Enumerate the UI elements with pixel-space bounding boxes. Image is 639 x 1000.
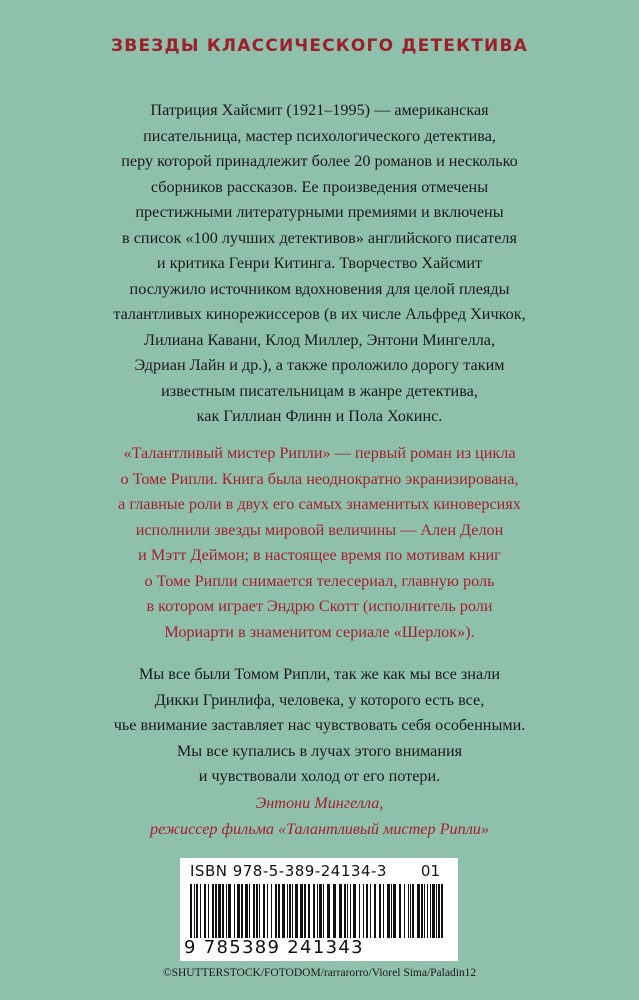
barcode-bar (347, 884, 348, 938)
barcode-bar (278, 884, 280, 938)
barcode-bar (259, 884, 260, 938)
text-line: известным писательницам в жанре детектива, (161, 381, 478, 400)
barcode-bar (424, 884, 425, 938)
barcode-bar (399, 884, 401, 938)
barcode-bar (410, 884, 411, 938)
barcode-bar (287, 884, 288, 938)
barcode-digits: 9 785389 241343 (184, 937, 364, 958)
text-line: и чувствовали холод от его потери. (198, 767, 441, 785)
text-line: Энтони Мингелла, (255, 794, 384, 812)
barcode-bar (241, 884, 243, 938)
barcode-bar (344, 884, 346, 938)
barcode-bar (363, 884, 364, 938)
barcode-bar (263, 884, 265, 938)
barcode-bar (304, 884, 306, 938)
barcode-bar (379, 884, 381, 938)
barcode-bar (366, 884, 368, 938)
barcode-bar (215, 884, 217, 938)
barcode-bar (222, 884, 224, 938)
text-line: перу которой принадлежит более 20 романов и несколько (121, 152, 518, 170)
text-line: чье внимание заставляет нас чувствовать себя особенными. (113, 716, 526, 734)
barcode-bar (194, 884, 195, 938)
text-line: Мориарти в знаменитом сериале «Шерлок»). (164, 622, 475, 641)
novel-description (28, 441, 611, 645)
barcode-bar (359, 884, 360, 938)
barcode-bar (208, 884, 209, 938)
text-line: сборников рассказов. Ее произведения отмечены (150, 177, 489, 196)
isbn-barcode (180, 858, 458, 961)
barcode-bar (374, 884, 376, 938)
series-title: ЗВЕЗДЫ КЛАССИЧЕСКОГО ДЕТЕКТИВА (111, 36, 528, 56)
barcode-bar (200, 884, 201, 938)
barcode-bar (327, 884, 330, 938)
barcode-bar (387, 884, 390, 938)
barcode-bar (421, 884, 423, 938)
text-line: в котором играет Эндрю Скотт (исполнитель роли (146, 597, 493, 615)
barcode-bar (204, 884, 206, 938)
barcode-bar (295, 884, 298, 938)
barcode-bar (190, 884, 192, 938)
text-line: Лилиана Кавани, Клод Миллер, Энтони Мингелла, (143, 330, 496, 349)
barcode-bar (267, 884, 268, 938)
text-line: престижными литературными премиями и включены (135, 203, 504, 221)
barcode-bar (275, 884, 277, 938)
text-line: о Томе Рипли. Книга была неоднократно экранизирована, (120, 469, 519, 488)
barcode-bar (234, 884, 235, 938)
barcode-bar (339, 884, 342, 938)
text-line: и критика Генри Китинга. Творчество Хайсмит (156, 254, 483, 272)
barcode-bar (333, 884, 336, 938)
text-line: Эдриан Лайн и др.), а также проложило дорогу таким (134, 356, 505, 374)
barcode-bar (404, 884, 405, 938)
text-line: режиссер фильма «Талантливый мистер Рипли» (150, 819, 489, 838)
barcode-bar (317, 884, 318, 938)
barcode-bar (245, 884, 248, 938)
barcode-bar (282, 884, 285, 938)
isbn-addon: 01 (420, 862, 440, 880)
barcode-bar (438, 884, 440, 938)
barcode-bar (436, 884, 437, 938)
barcode-bar (353, 884, 356, 938)
text-line: Мы все купались в лучах этого внимания (176, 741, 463, 760)
barcode-bar (256, 884, 258, 938)
text-line: писательница, мастер психологического детектива, (143, 126, 496, 145)
barcode-bar (319, 884, 322, 938)
barcode-bar (393, 884, 396, 938)
barcode-bar (417, 884, 420, 938)
barcode-bar (308, 884, 310, 938)
text-line: послужило источником вдохновения для целой плеяды (129, 279, 510, 298)
barcode-bar (253, 884, 255, 938)
text-line: «Талантливый мистер Рипли» — первый роман из цикла (123, 444, 516, 462)
barcode-bar (383, 884, 384, 938)
author-bio (28, 98, 611, 430)
barcode-bar (212, 884, 214, 938)
quote-attribution (28, 791, 611, 842)
text-line: о Томе Рипли снимается телесериал, главную роль (144, 571, 495, 590)
barcode-bar (218, 884, 221, 938)
barcode-bar (271, 884, 272, 938)
text-line: как Гиллиан Флинн и Пола Хокинс. (196, 407, 443, 425)
text-line: талантливых кинорежиссеров (в их числе Альфред Хичкок, (113, 305, 526, 323)
barcode-bar (441, 884, 443, 938)
barcode-bar (249, 884, 250, 938)
barcode-bar (292, 884, 293, 938)
text-line: и Мэтт Деймон; в настоящее время по мотивам книг (138, 546, 501, 564)
barcode-bar (370, 884, 371, 938)
barcode-bar (408, 884, 409, 938)
barcode-bar (412, 884, 414, 938)
text-line: а главные роли в двух его самых знаменитых киноверсиях (118, 495, 521, 513)
barcode-bar (237, 884, 240, 938)
text-line: в список «100 лучших детективов» английского писателя (122, 228, 517, 247)
isbn-label: ISBN 978-5-389-24134-3 (190, 862, 387, 880)
barcode-bar (300, 884, 303, 938)
barcode-bar (289, 884, 291, 938)
text-line: Патриция Хайсмит (1921–1995) — американская (150, 101, 489, 119)
barcode-bar (432, 884, 435, 938)
photo-credit: ©SHUTTERSTOCK/FOTODOM/rarrarorro/Viorel Sima/Paladin12 (162, 967, 477, 979)
text-line: Мы все были Томом Рипли, так же как мы все знали (138, 665, 501, 683)
barcode-bar (391, 884, 392, 938)
barcode-bar (196, 884, 198, 938)
barcode-bar (226, 884, 227, 938)
barcode-bar (228, 884, 231, 938)
barcode-bars (188, 884, 450, 940)
barcode-bar (427, 884, 428, 938)
barcode-bar (350, 884, 351, 938)
barcode-bar (323, 884, 324, 938)
text-line: исполнили звезды мировой величины — Ален Делон (135, 520, 504, 539)
text-line: Дикки Гринлифа, человека, у которого есть все, (154, 690, 485, 709)
barcode-bar (313, 884, 315, 938)
barcode-bar (430, 884, 431, 938)
blurb-quote (28, 662, 611, 790)
